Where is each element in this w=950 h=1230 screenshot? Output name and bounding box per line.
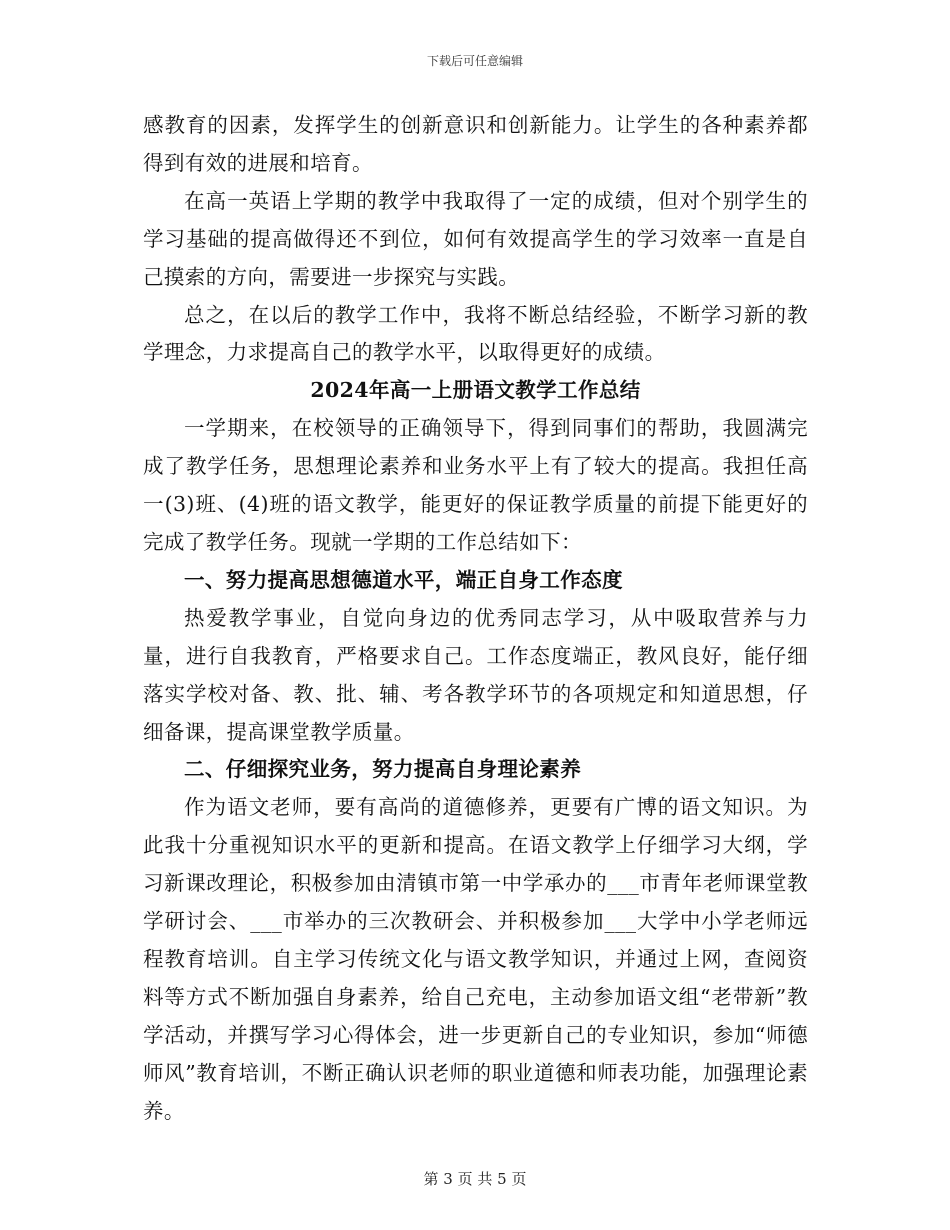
paragraph-section-2: 作为语文老师，要有高尚的道德修养，更要有广博的语文知识。为此我十分重视知识水平的更新和提高。在语文教学上仔细学习大纲，学习新课改理论，积极参加由清镇市第一中学承办的___市青年老师课堂教学研讨会、___市举办的三次教研会、并积极参加___大学中小学老师远程教育培训。自主学习传统文化与语文教学知识，并通过上网，查阅资料等方式不断加强自身素养，给自己充电，主动参加语文组“老带新”教学活动，并撰写学习心得体会，进一步更新自己的专业知识，参加“师德师风”教育培训，不断正确认识老师的职业道德和师表功能，加强理论素养。 [143, 795, 808, 1123]
paragraph-continuation: 感教育的因素，发挥学生的创新意识和创新能力。让学生的各种素养都得到有效的进展和培育。 [143, 113, 808, 175]
section-heading-1: 一、努力提高思想德道水平，端正自身工作态度 [184, 567, 623, 592]
paragraph-english-summary: 在高一英语上学期的教学中我取得了一定的成绩，但对个别学生的学习基础的提高做得还不到位，如何有效提高学生的学习效率一直是自己摸索的方向，需要进一步探究与实践。 [143, 188, 808, 289]
page-header: 下载后可任意编辑 [426, 54, 523, 68]
paragraph-conclusion: 总之，在以后的教学工作中，我将不断总结经验，不断学习新的教学理念，力求提高自己的教学水平，以取得更好的成绩。 [143, 302, 808, 365]
document-title: 2024年高一上册语文教学工作总结 [310, 378, 641, 403]
paragraph-section-1: 热爱教学事业，自觉向身边的优秀同志学习，从中吸取营养与力量，进行自我教育，严格要求自己。工作态度端正，教风良好，能仔细落实学校对备、教、批、辅、考各教学环节的各项规定和知道思想，仔细备课，提高课堂教学质量。 [143, 605, 808, 744]
paragraph-intro: 一学期来，在校领导的正确领导下，得到同事们的帮助，我圆满完成了教学任务，思想理论素养和业务水平上有了较大的提高。我担任高一(3)班、(4)班的语文教学，能更好的保证教学质量的前提下能更好的完成了教学任务。现就一学期的工作总结如下： [143, 416, 808, 554]
document-body [143, 107, 808, 1130]
section-heading-2: 二、仔细探究业务，努力提高自身理论素养 [184, 757, 582, 782]
page-footer: 第 3 页 共 5 页 [423, 1170, 527, 1188]
